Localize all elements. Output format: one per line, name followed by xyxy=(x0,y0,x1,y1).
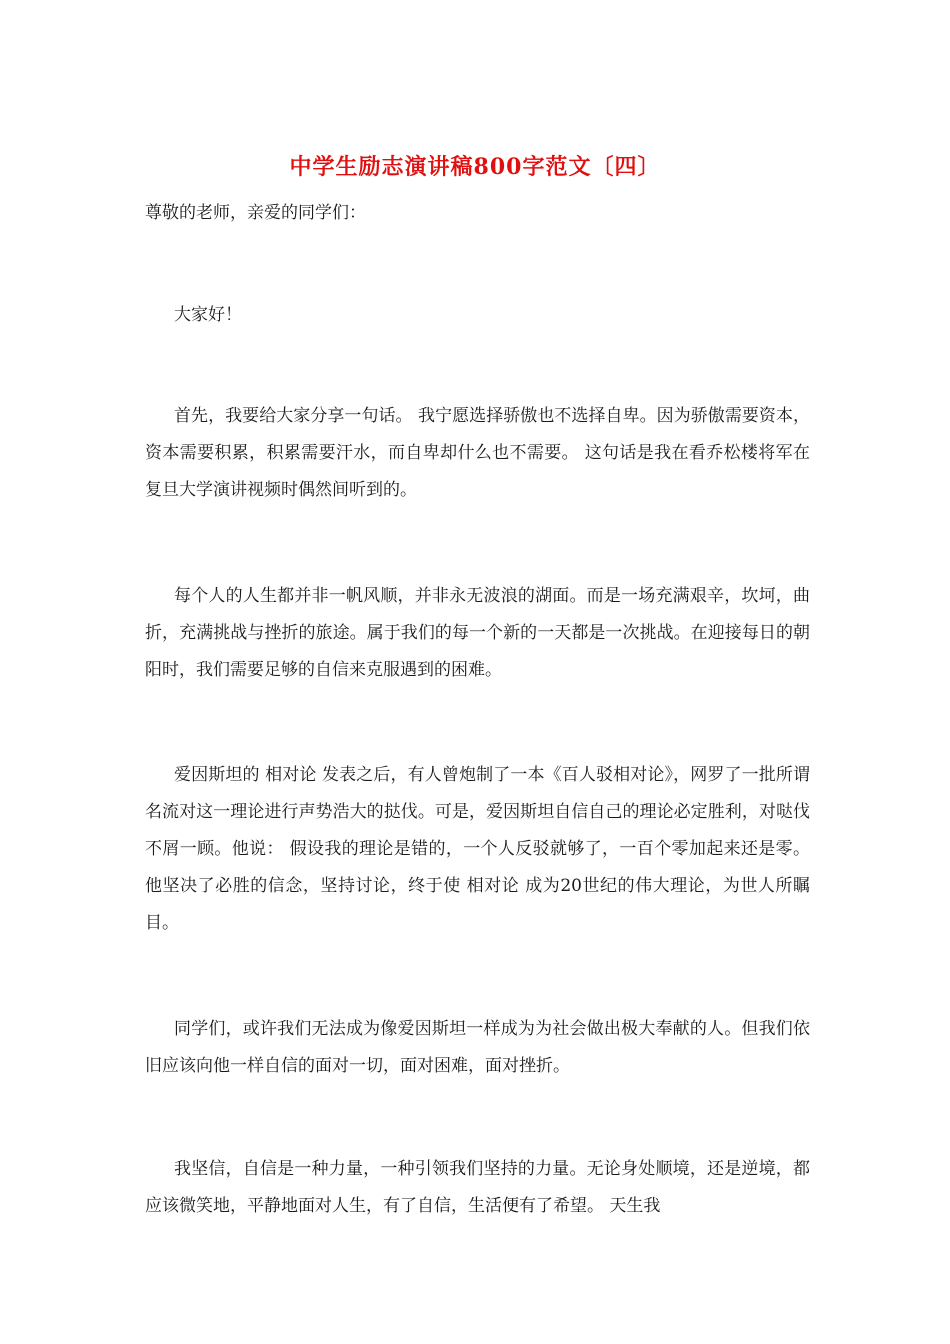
paragraph-einstein: 爱因斯坦的 相对论 发表之后，有人曾炮制了一本《百人驳相对论》，网罗了一批所谓名流对这一理论进行声势浩大的挞伐。可是，爱因斯坦自信自己的理论必定胜利，对哒伐不屑一顾。他说： 假设我的理论是错的，一个人反驳就够了，一百个零加起来还是零。 他坚决了必胜的信念，坚持讨论，终于使 相对论 成为20世纪的伟大理论，为世人所瞩目。 xyxy=(145,765,810,933)
paragraph-quote: 首先，我要给大家分享一句话。 我宁愿选择骄傲也不选择自卑。因为骄傲需要资本，资本需要积累，积累需要汗水，而自卑却什么也不需要。 这句话是我在看乔松楼将军在复旦大学演讲视频时偶然间听到的。 xyxy=(145,406,810,500)
paragraph-greeting: 大家好！ xyxy=(174,305,242,325)
document-title: 中学生励志演讲稿800字范文〔四〕 xyxy=(289,154,661,180)
salutation: 尊敬的老师，亲爱的同学们： xyxy=(145,203,366,223)
paragraph-life: 每个人的人生都并非一帆风顺，并非永无波浪的湖面。而是一场充满艰辛，坎坷，曲折，充满挑战与挫折的旅途。属于我们的每一个新的一天都是一次挑战。在迎接每日的朝阳时，我们需要足够的自信来克服遇到的困难。 xyxy=(145,586,810,680)
paragraph-confidence: 我坚信，自信是一种力量，一种引领我们坚持的力量。无论身处顺境，还是逆境，都应该微笑地，平静地面对人生，有了自信，生活便有了希望。 天生我 xyxy=(145,1159,810,1216)
paragraph-classmates: 同学们，或许我们无法成为像爱因斯坦一样成为为社会做出极大奉献的人。但我们依旧应该向他一样自信的面对一切，面对困难，面对挫折。 xyxy=(145,1019,810,1076)
